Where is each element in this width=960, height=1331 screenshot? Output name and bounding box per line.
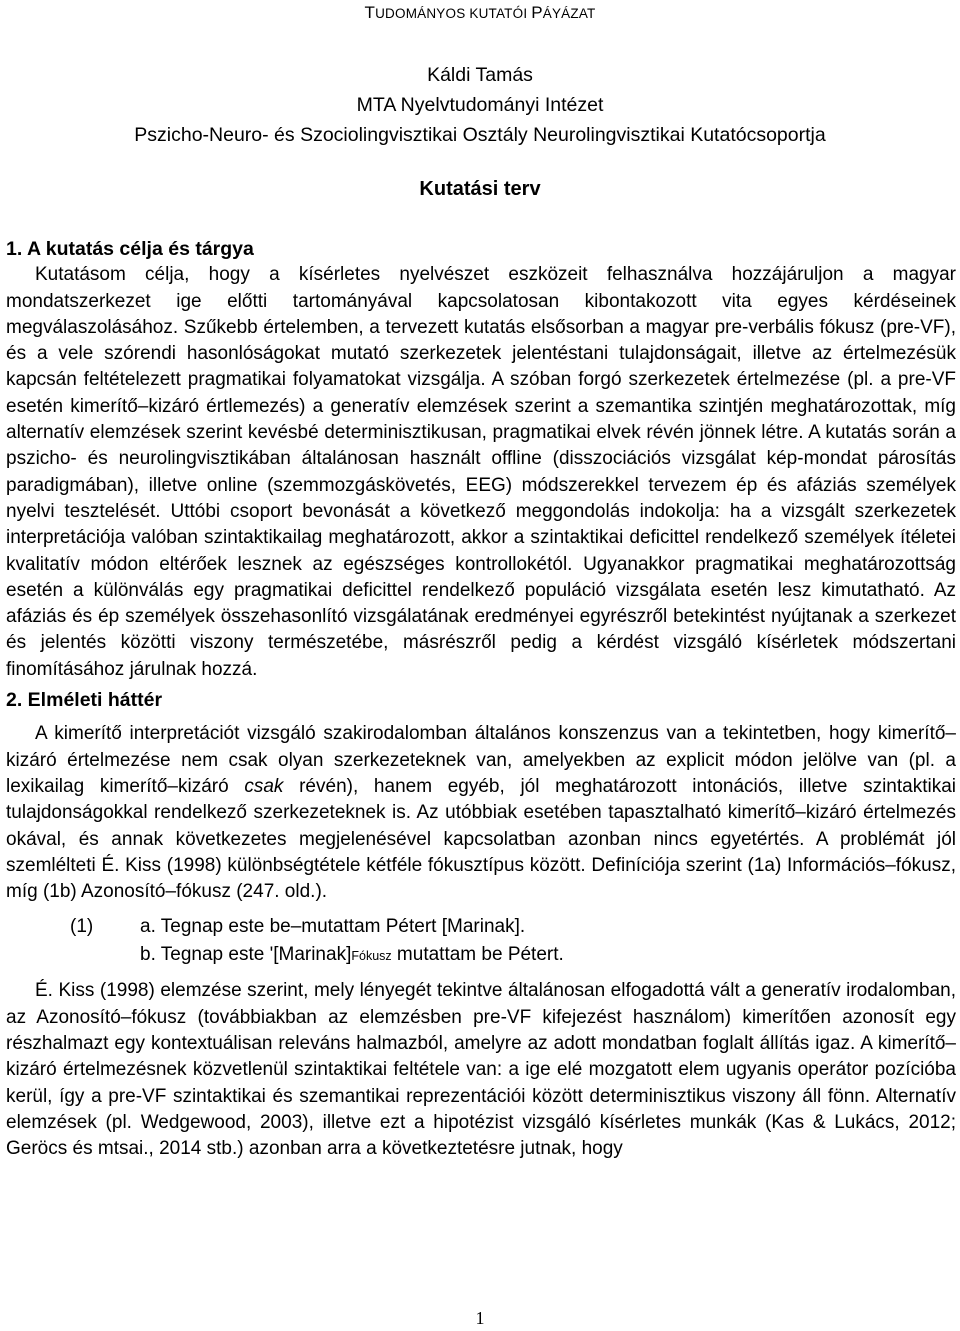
section2-p1-text-a: A kimerítő interpretációt vizsgáló szakirodalomban általános konszenzus van a tekintetben, hogy kimerítő–kizáró értelmezése nem csak olyan szerkezeteknek van, amelyekben az explicit módon jelölve van (pl. a lexikailag kimerítő–kizáró [6,723,956,797]
section2-p1-text-b: révén), hanem egyéb, jól meghatározott intonációs, illetve szintaktikai tulajdonságokkal rendelkező szerkezeteknek is. Az utóbbiak esetében tapasztalható kimerítő–kizáró értelmezés okával, és annak következetes megjelenésével kapcsolatban azonban nincs egyetértés. A problémát jól szemlélteti É. Kiss (1998) különbségtétele kétféle fókusztípus között. Definíciója szerint (1a) Információs–fókusz, míg (1b) Azonosító–fókusz (247. old.). [6,775,956,903]
author-department: Pszicho-Neuro- és Szociolingvisztikai Osztály Neurolingvisztikai Kutatócsoportja [134,124,826,146]
header-letter-p: P [531,3,543,22]
author-institute: MTA Nyelvtudományi Intézet [356,94,604,116]
example-a-text: a. Tegnap este be–mutattam Pétert [Marinak]. [140,916,526,938]
page-number: 1 [475,1308,485,1328]
section2-paragraph-2: É. Kiss (1998) elemzése szerint, mely lényegét tekintve általánosan elfogadottá vált a generatív irodalomban, az Azonosító–fókusz (továbbiakban az elemzésben pre-VF kifejezést használom) kimerítően azonosít egy részhalmazt egy kontextuálisan releváns halmazból, amelyre az adott mondatban foglalt állítás igaz. A kimerítő–kizáró értelmezésnek közvetlenül szintaktikai feltétele van: a ige elé mozgatott elem ugyanis operátor pozícióba kerül, így a pre-VF szintaktikai és szemantikai reprezentációi között determinisztikus viszony áll fönn. Alternatív elemzések (pl. Wedgewood, 2003), illetve ezt a hipotézist vizsgáló kísérletes munkák (Kas & Lukács, 2012; Geröcs és mtsai., 2014 stb.) azonban arra a következtetésre jutnak, hogy [6,980,956,1160]
proposal-header [0,3,960,23]
header-letter-t: T [364,3,376,22]
author-name: Káldi Tamás [427,64,533,86]
example-number: (1) [70,916,94,938]
section1-paragraph: Kutatásom célja, hogy a kísérletes nyelvészet eszközeit felhasználva hozzájáruljon a magyar mondatszerkezet ige előtti tartományával kapcsolatosan kibontakozott vita egyes kérdéseinek megválaszolásához. Szűkebb értelemben, a tervezett kutatás elsősorban a magyar pre-verbális fókusz (pre-VF), és a vele szórendi hasonlóságokat mutató szerkezetek jelentéstani tulajdonságait, illetve az értelmezésük kapcsán feltételezett pragmatikai folyamatokat vizsgálja. A szóban forgó szerkezetek értelmezése (pl. a pre-VF esetén kimerítő–kizáró értlemezés) a generatív elemzések szerint a szemantika szintjén meghatározottak, míg alternatív elemzések szerint kevésbé determinisztikusan, pragmatikai elvek révén jönnek létre. A kutatás során a pszicho- és neurolingvisztikában általánosan használt offline (disszociációs vizsgálat kép-mondat párosítás paradigmában), illetve online (szemmozgáskövetés, EEG) módszerekkel tervezem ép és afáziás személyek nyelvi tesztelését. Uttóbi csoport bevonását a következő meggondolás indokolja: ha a vizsgált szerkezetek interpretációja valóban szintaktikailag meghatározott, akkor a szintaktikai deficittel rendelkező személyek ítéletei kvalitatív módon eltérőek lesznek az egészséges kontrollokétól. Ugyanakkor pragmatikai meghatározottság esetén a különválás egy pragmatikai deficittel rendelkező populáció vizsgálata esetén lesz kimutatható. Az afáziás és ép személyek összehasonlító vizsgálatának eredményei egyrészről betekintést nyújtanak a szerkezet és jelentés közötti viszony természetébe, másrészről pedig a kérdést vizsgáló kísérletek módszertani finomításához járulnak hozzá. [6,264,956,680]
document-body [6,236,956,1163]
plan-title: Kutatási terv [419,178,541,200]
section2-heading: 2. Elméleti háttér [6,689,163,712]
section2-paragraph-1 [6,721,956,905]
author-block [0,60,960,150]
example-b-subscript: Fókusz [351,949,392,964]
example-b-text-a: b. Tegnap este '[Marinak] [140,944,352,966]
header-text-part2: ÁYÁZAT [542,6,596,21]
section2-p1-italic: csak [244,775,284,797]
example-1-row-b [6,941,956,970]
example-1-row-a [6,913,956,941]
example-b-text-b: mutattam be Pétert. [391,944,564,966]
example-1 [6,913,956,970]
section1-heading: 1. A kutatás célja és tárgya [6,238,254,260]
header-text-part1: UDOMÁNYOS KUTATÓI [375,6,532,21]
